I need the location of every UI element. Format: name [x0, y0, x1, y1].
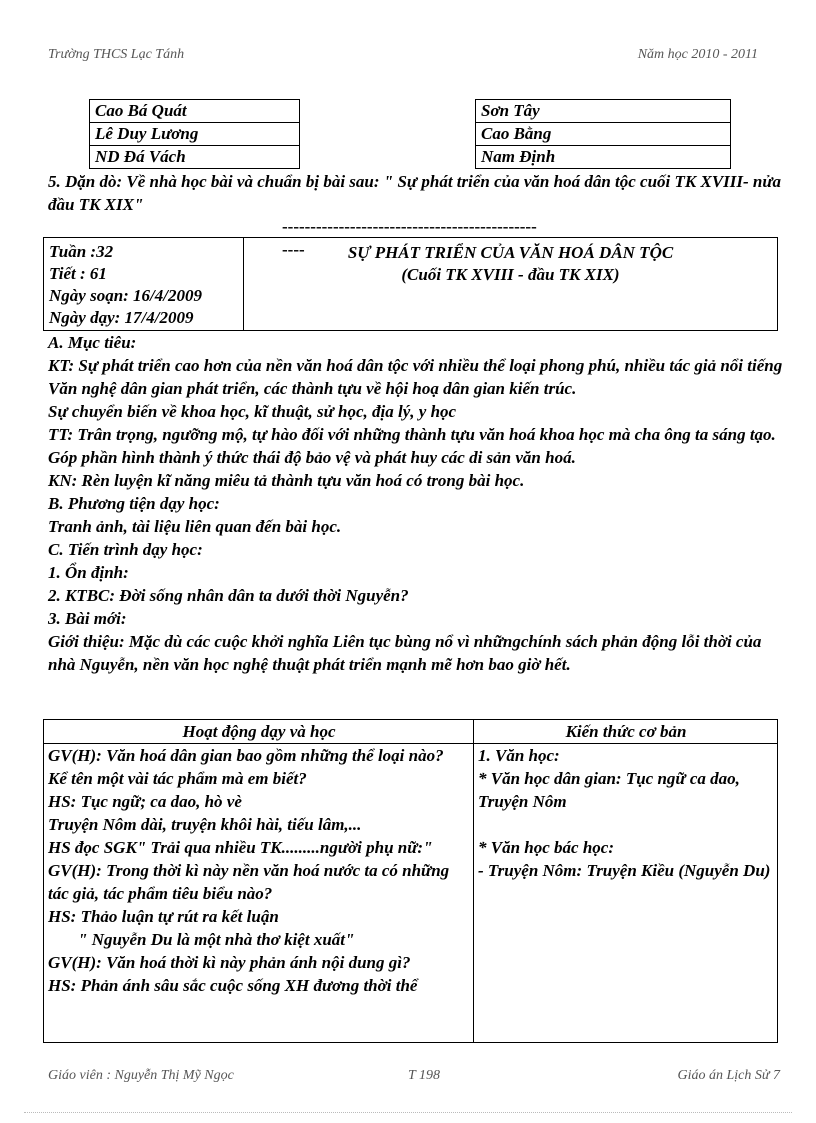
table-line: 1. Văn học:: [478, 746, 560, 765]
page-bottom-rule: [24, 1112, 792, 1113]
table-line: GV(H): Văn hoá thời kì này phản ánh nội dung gì?: [48, 953, 411, 972]
date-taught: Ngày dạy: 17/4/2009: [49, 308, 194, 327]
body-line: TT: Trân trọng, ngưỡng mộ, tự hào đối với những thành tựu văn hoá khoa học mà cha ông ta sáng tạo.: [48, 425, 776, 444]
knowledge-cell: [474, 744, 778, 1043]
lesson-info-box: [43, 237, 778, 331]
body-line: KT: Sự phát triển cao hơn của nền văn hoá dân tộc với nhiều thể loại phong phú, nhiều tác giả nổi tiếng: [48, 356, 783, 375]
body-line: Tranh ảnh, tài liệu liên quan đến bài học.: [48, 517, 342, 536]
body-line: Giới thiệu: Mặc dù các cuộc khởi nghĩa Liên tục bùng nổ vì nhữngchính sách phản động lỗi thời của nhà Nguyễn, nền văn học nghệ thuật phát triển mạnh mẽ hơn bao giờ hết.: [48, 632, 762, 674]
table-line: HS đọc SGK" Trải qua nhiều TK.........người phụ nữ:": [48, 838, 433, 857]
week: Tuần :32: [49, 242, 114, 261]
separator-line: -------------------------------------------------: [282, 217, 537, 259]
table-line: HS: Tục ngữ; ca dao, hò vè: [48, 792, 242, 811]
table-line: - Truyện Nôm: Truyện Kiều (Nguyễn Du): [478, 861, 771, 880]
table-line: HS: Phản ánh sâu sắc cuộc sống XH đương thời thể: [48, 976, 418, 995]
names-table-left: [89, 99, 300, 169]
body-line: 2. KTBC: Đời sống nhân dân ta dưới thời Nguyễn?: [48, 586, 409, 605]
body-line: 3. Bài mới:: [48, 609, 127, 628]
body-line: C. Tiến trình dạy học:: [48, 540, 203, 559]
column-header-activities: Hoạt động dạy và học: [44, 720, 474, 744]
table-cell: Nam Định: [476, 146, 731, 169]
body-line: B. Phương tiện dạy học:: [48, 494, 220, 513]
table-cell: Cao Bằng: [476, 123, 731, 146]
body-line: Sự chuyển biến về khoa học, kĩ thuật, sử học, địa lý, y học: [48, 402, 457, 421]
body-line: 1. Ổn định:: [48, 563, 129, 582]
dan-do-paragraph: 5. Dặn dò: Về nhà học bài và chuẩn bị bài sau: " Sự phát triển của văn hoá dân tộc cuối TK XVIII- nửa đầu TK XIX": [48, 172, 782, 214]
spacer: [478, 813, 774, 836]
activities-cell: [44, 744, 474, 1043]
lesson-subtitle: (Cuối TK XVIII - đầu TK XIX): [401, 265, 620, 284]
table-cell: Lê Duy Lương: [90, 123, 300, 146]
body-line: A. Mục tiêu:: [48, 333, 137, 352]
table-line: Truyện Nôm dài, truyện khôi hài, tiếu lâm,...: [48, 815, 362, 834]
lesson-title-block: [244, 242, 777, 286]
header-school: Trường THCS Lạc Tánh: [48, 47, 185, 62]
lesson-meta: [44, 238, 244, 330]
table-line: HS: Thảo luận tự rút ra kết luận: [48, 907, 279, 926]
table-cell: Sơn Tây: [476, 100, 731, 123]
table-line: * Văn học bác học:: [478, 838, 614, 857]
lesson-activity-table: [43, 719, 778, 1043]
table-cell: ND Đá Vách: [90, 146, 300, 169]
lesson-body: [48, 331, 788, 676]
footer-teacher: Giáo viên : Nguyễn Thị Mỹ Ngọc: [48, 1068, 234, 1083]
date-prepared: Ngày soạn: 16/4/2009: [49, 286, 202, 305]
body-line: Văn nghệ dân gian phát triển, các thành tựu về hội hoạ dân gian kiến trúc.: [48, 379, 577, 398]
body-line: KN: Rèn luyện kĩ năng miêu tả thành tựu văn hoá có trong bài học.: [48, 471, 525, 490]
period: Tiết : 61: [49, 264, 107, 283]
header-year: Năm học 2010 - 2011: [637, 47, 758, 62]
names-table-right: [475, 99, 731, 169]
footer-subject: Giáo án Lịch Sử 7: [677, 1068, 780, 1083]
table-line: GV(H): Trong thời kì này nền văn hoá nước ta có những tác giả, tác phẩm tiêu biểu nào?: [48, 861, 450, 903]
body-line: Góp phần hình thành ý thức thái độ bảo vệ và phát huy các di sản văn hoá.: [48, 448, 576, 467]
table-line: Kể tên một vài tác phẩm mà em biết?: [48, 769, 307, 788]
table-line: GV(H): Văn hoá dân gian bao gồm những thể loại nào?: [48, 746, 444, 765]
table-line: " Nguyễn Du là một nhà thơ kiệt xuất": [78, 930, 355, 949]
table-cell: Cao Bá Quát: [90, 100, 300, 123]
column-header-knowledge: Kiến thức cơ bản: [474, 720, 778, 744]
table-line: * Văn học dân gian: Tục ngữ ca dao, Truyện Nôm: [478, 769, 740, 811]
lesson-title: SỰ PHÁT TRIỂN CỦA VĂN HOÁ DÂN TỘC: [347, 243, 674, 262]
footer-page-number: T 198: [408, 1068, 441, 1083]
